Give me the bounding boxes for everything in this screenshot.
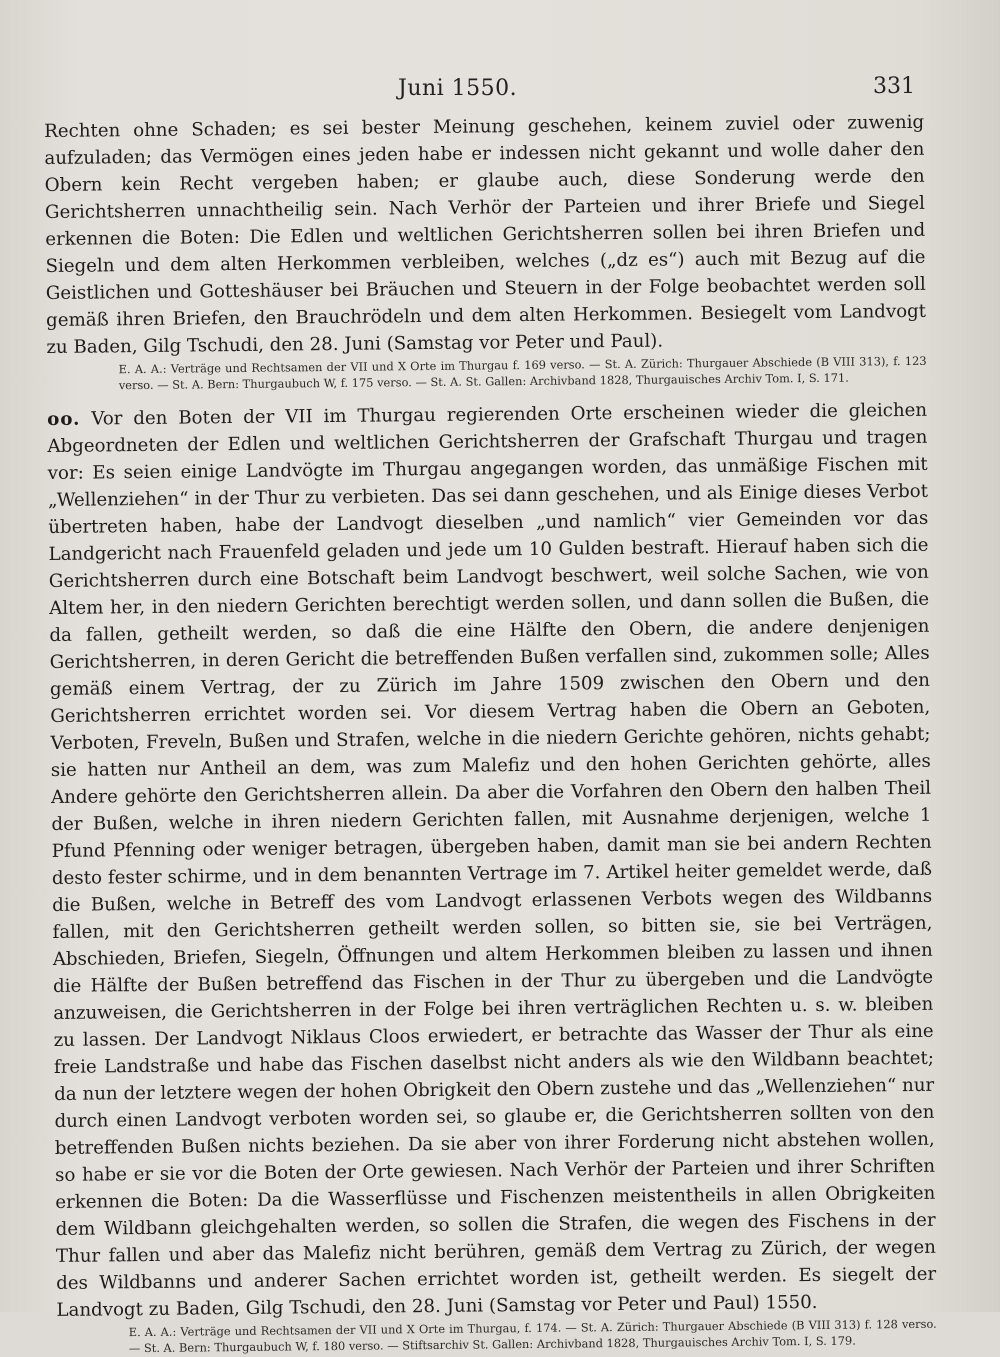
page-number: 331 — [873, 74, 915, 99]
entry-text: Vor den Boten der VII im Thurgau regierenden Orte erscheinen wieder die gleichen Abgeordneten der Edlen und weltlichen Gerichtsherren der Grafschaft Thurgau und tragen vor: Es seien einige Landvögte im Thurgau angegangen worden, das unmäßige Fischen mit „Wellenziehen“ in der Thur zu verbieten. Das sei dann geschehen, und als Einige dieses Verbot übertreten haben, habe der Landvogt dieselben „und namlich“ vier Gemeinden vor das Landgericht nach Frauenfeld geladen und jede um 10 Gulden bestraft. Hierauf haben sich die Gerichtsherren durch eine Botschaft beim Landvogt beschwert, weil solche Sachen, wie von Altem her, in den niedern Gerichten berechtigt werden sollen, und dann sollen die Bußen, die da fallen, getheilt werden, so daß die eine Hälfte den Obern, die andere denjenigen Gerichtsherren, in deren Gericht die betreffenden Bußen verfallen sind, zukommen solle; Alles gemäß einem Vertrag, der zu Zürich im Jahre 1509 zwischen den Obern und den Gerichtsherren errichtet worden sei. Vor diesem Vertrag haben die Obern an Geboten, Verboten, Freveln, Bußen und Strafen, welche in die niedern Gerichte gehören, nichts gehabt; sie hatten nur Antheil an dem, was zum Malefiz und den hohen Gerichten gehörte, alles Andere gehörte den Gerichtsherren allein. Da aber die Vorfahren den Obern den halben Theil der Bußen, welche in ihren niedern Gerichten fallen, mit Ausnahme derjenigen, welche 1 Pfund Pfenning oder weniger betragen, übergeben haben, damit man sie bei andern Rechten desto fester schirme, und in dem benannten Vertrage im 7. Artikel heiter gemeldet werde, daß die Bußen, welche in Betreff des vom Landvogt erlassenen Verbots wegen des Wildbanns fallen, mit den Gerichtsherren getheilt werden sollen, so bitten sie, sie bei Verträgen, Abschieden, Briefen, Siegeln, Öffnungen und altem Herkommen bleiben zu lassen und ihnen die Hälfte der Bußen betreffend das Fischen in der Thur zu übergeben und die Landvögte anzuweisen, die Gerichtsherren in der Folge bei ihren verträglichen Rechten u. s. w. bleiben zu lassen. Der Landvogt Niklaus Cloos erwiedert, er betrachte das Wasser der Thur als eine freie Landstraße und habe das Fischen daselbst nicht anders als wie den Wildbann beachtet; da nun der letztere wegen der hohen Obrigkeit den Obern zustehe und das „Wellenziehen“ nur durch einen Landvogt verboten worden sei, so glaube er, die Gerichtsherren sollten von den betreffenden Bußen nichts beziehen. Da sie aber von ihrer Forderung nicht abstehen wollen, so habe er sie vor die Boten der Orte gewiesen. Nach Verhör der Parteien und ihrer Schriften erkennen die Boten: Da die Wasserflüsse und Fischenzen meistentheils in allen Obrigkeiten dem Wildbann gleichgehalten werden, so sollen die Strafen, die wegen des Fischens in der Thur fallen und aber das Malefiz nicht berühren, gemäß dem Vertrag zu Zürich, der wegen des Wildbanns und anderer Sachen errichtet worden ist, getheilt werden. Es siegelt der Landvogt zu Baden, Gilg Tschudi, den 28. Juni (Samstag vor Peter und Paul) 1550. — [47, 399, 937, 1321]
entry-number: oo. — [47, 408, 81, 430]
page-header — [0, 74, 1000, 106]
continuation-paragraph: Rechten ohne Schaden; es sei bester Meinung geschehen, keinem zuviel oder zuwenig aufzuladen; das Vermögen eines jeden habe er indessen nicht gekannt und wolle daher den Obern kein Recht vergeben haben; er glaube auch, diese Sonderung werde den Gerichtsherren unnachtheilig sein. Nach Verhör der Parteien und ihrer Briefe und Siegel erkennen die Boten: Die Edlen und weltlichen Gerichtsherren sollen bei ihren Briefen und Siegeln und dem alten Herkommen verbleiben, welches („dz es“) auch mit Bezug auf die Geistlichen und Gotteshäuser bei Bräuchen und Steuern in der Folge beobachtet werden soll gemäß ihren Briefen, den Brauchrödeln und dem alten Herkommen. Besiegelt vom Landvogt zu Baden, Gilg Tschudi, den 28. Juni (Samstag vor Peter und Paul). — [44, 111, 927, 358]
entry-paragraph — [47, 397, 937, 1324]
main-text — [44, 109, 937, 1357]
running-head: Juni 1550. — [398, 76, 518, 101]
continuation-source-note: E. A. A.: Verträge und Rechtsamen der VII und X Orte im Thurgau f. 169 verso. — St. A. Zürich: Thurgauer Abschiede (B VIII 313), f. 123 verso. — St. A. Bern: Thurgaubuch W, f. 175 verso. — St. A. St. Gallen: Archivband 1828, Thurgauisches Archiv Tom. I, S. 171. — [118, 353, 927, 392]
entry-source-note: E. A. A.: Verträge und Rechtsamen der VII und X Orte im Thurgau, f. 174. — St. A. Zürich: Thurgauer Abschiede (B VIII 313) f. 128 verso. — St. A. Bern: Thurgaubuch W, f. 180 verso. — Stiftsarchiv St. Gallen: Archivband 1828, Thurgauisches Archiv Tom. I, S. 179. — [128, 1316, 937, 1355]
